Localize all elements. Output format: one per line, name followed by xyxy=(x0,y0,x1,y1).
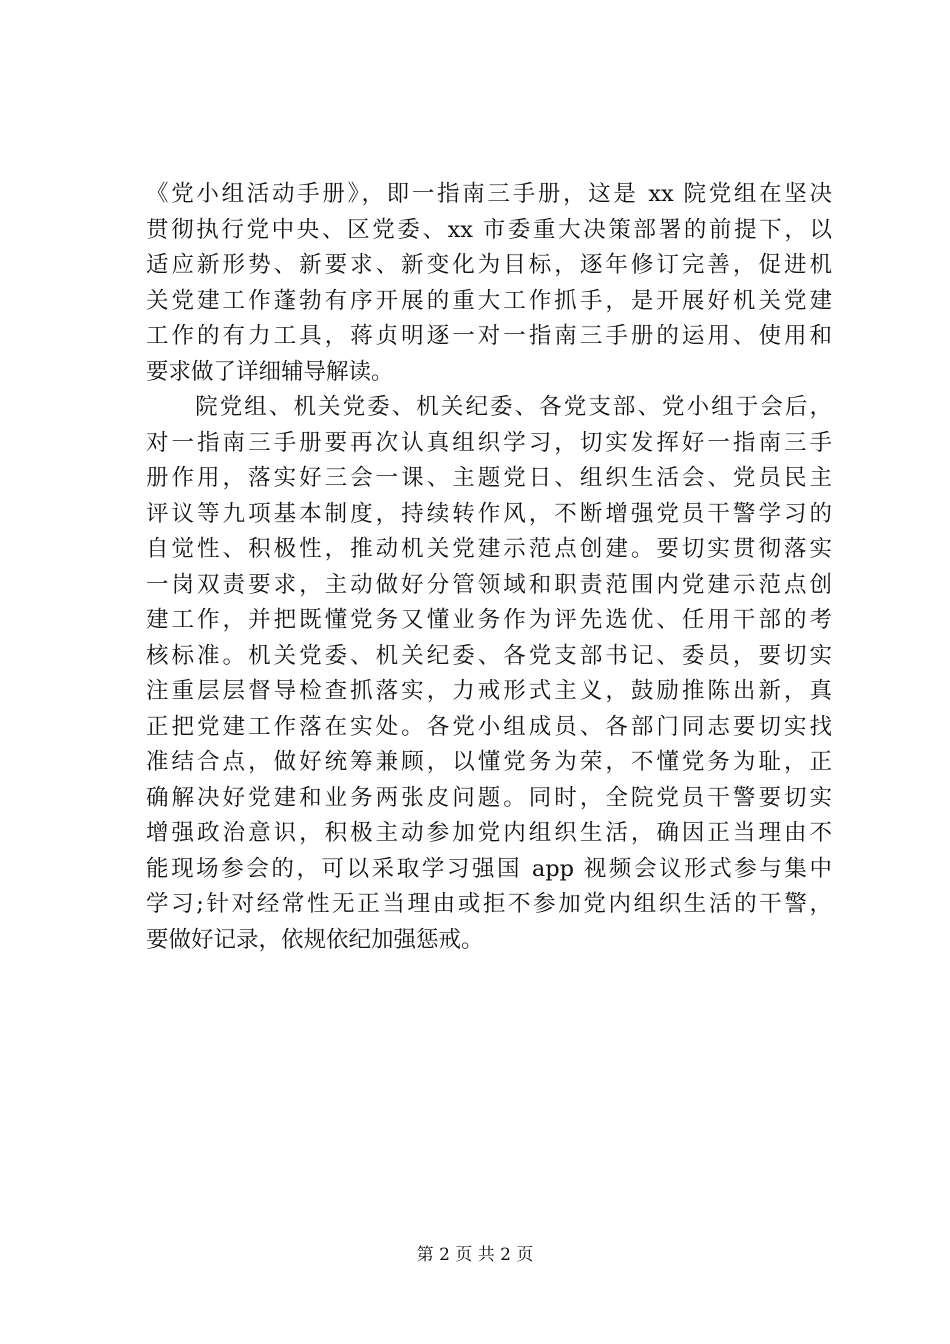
text-line: 一岗双责要求，主动做好分管领域和职责范围内党建示范点创 xyxy=(146,571,832,598)
text-line: 对一指南三手册要再次认真组织学习，切实发挥好一指南三手 xyxy=(146,429,832,456)
text-line: 要求做了详细辅导解读。 xyxy=(146,358,394,385)
text-line: 能现场参会的，可以采取学习强国 app 视频会议形式参与集中 xyxy=(146,855,832,882)
text-line: 正把党建工作落在实处。各党小组成员、各部门同志要切实找 xyxy=(146,713,832,740)
text-line: 评议等九项基本制度，持续转作风，不断增强党员干警学习的 xyxy=(146,500,832,527)
body-text xyxy=(146,177,832,958)
text-line: 准结合点，做好统筹兼顾，以懂党务为荣，不懂党务为耻，正 xyxy=(146,749,832,775)
page-footer xyxy=(0,1244,950,1266)
text-line: 册作用，落实好三会一课、主题党日、组织生活会、党员民主 xyxy=(146,465,832,491)
text-line: 院党组、机关党委、机关纪委、各党支部、党小组于会后， xyxy=(146,394,832,420)
text-line: 工作的有力工具，蒋贞明逐一对一指南三手册的运用、使用和 xyxy=(146,323,832,349)
text-line: 注重层层督导检查抓落实，力戒形式主义，鼓励推陈出新，真 xyxy=(146,678,832,704)
text-line: 《党小组活动手册》，即一指南三手册，这是 xx 院党组在坚决 xyxy=(146,181,832,207)
text-line: 贯彻执行党中央、区党委、xx 市委重大决策部署的前提下，以 xyxy=(146,216,832,243)
text-line: 增强政治意识，积极主动参加党内组织生活，确因正当理由不 xyxy=(146,820,832,846)
text-line: 自觉性、积极性，推动机关党建示范点创建。要切实贯彻落实 xyxy=(146,536,832,562)
text-line: 确解决好党建和业务两张皮问题。同时，全院党员干警要切实 xyxy=(146,784,832,811)
text-line: 学习;针对经常性无正当理由或拒不参加党内组织生活的干警， xyxy=(146,891,832,917)
page-number-label: 第 2 页 共 2 页 xyxy=(416,1245,534,1265)
text-line: 适应新形势、新要求、新变化为目标，逐年修订完善，促进机 xyxy=(146,252,832,278)
text-line: 核标准。机关党委、机关纪委、各党支部书记、委员，要切实 xyxy=(146,642,832,669)
text-line: 要做好记录，依规依纪加强惩戒。 xyxy=(146,926,484,953)
text-line: 关党建工作蓬勃有序开展的重大工作抓手，是开展好机关党建 xyxy=(146,287,832,314)
text-line: 建工作，并把既懂党务又懂业务作为评先选优、任用干部的考 xyxy=(146,607,832,633)
